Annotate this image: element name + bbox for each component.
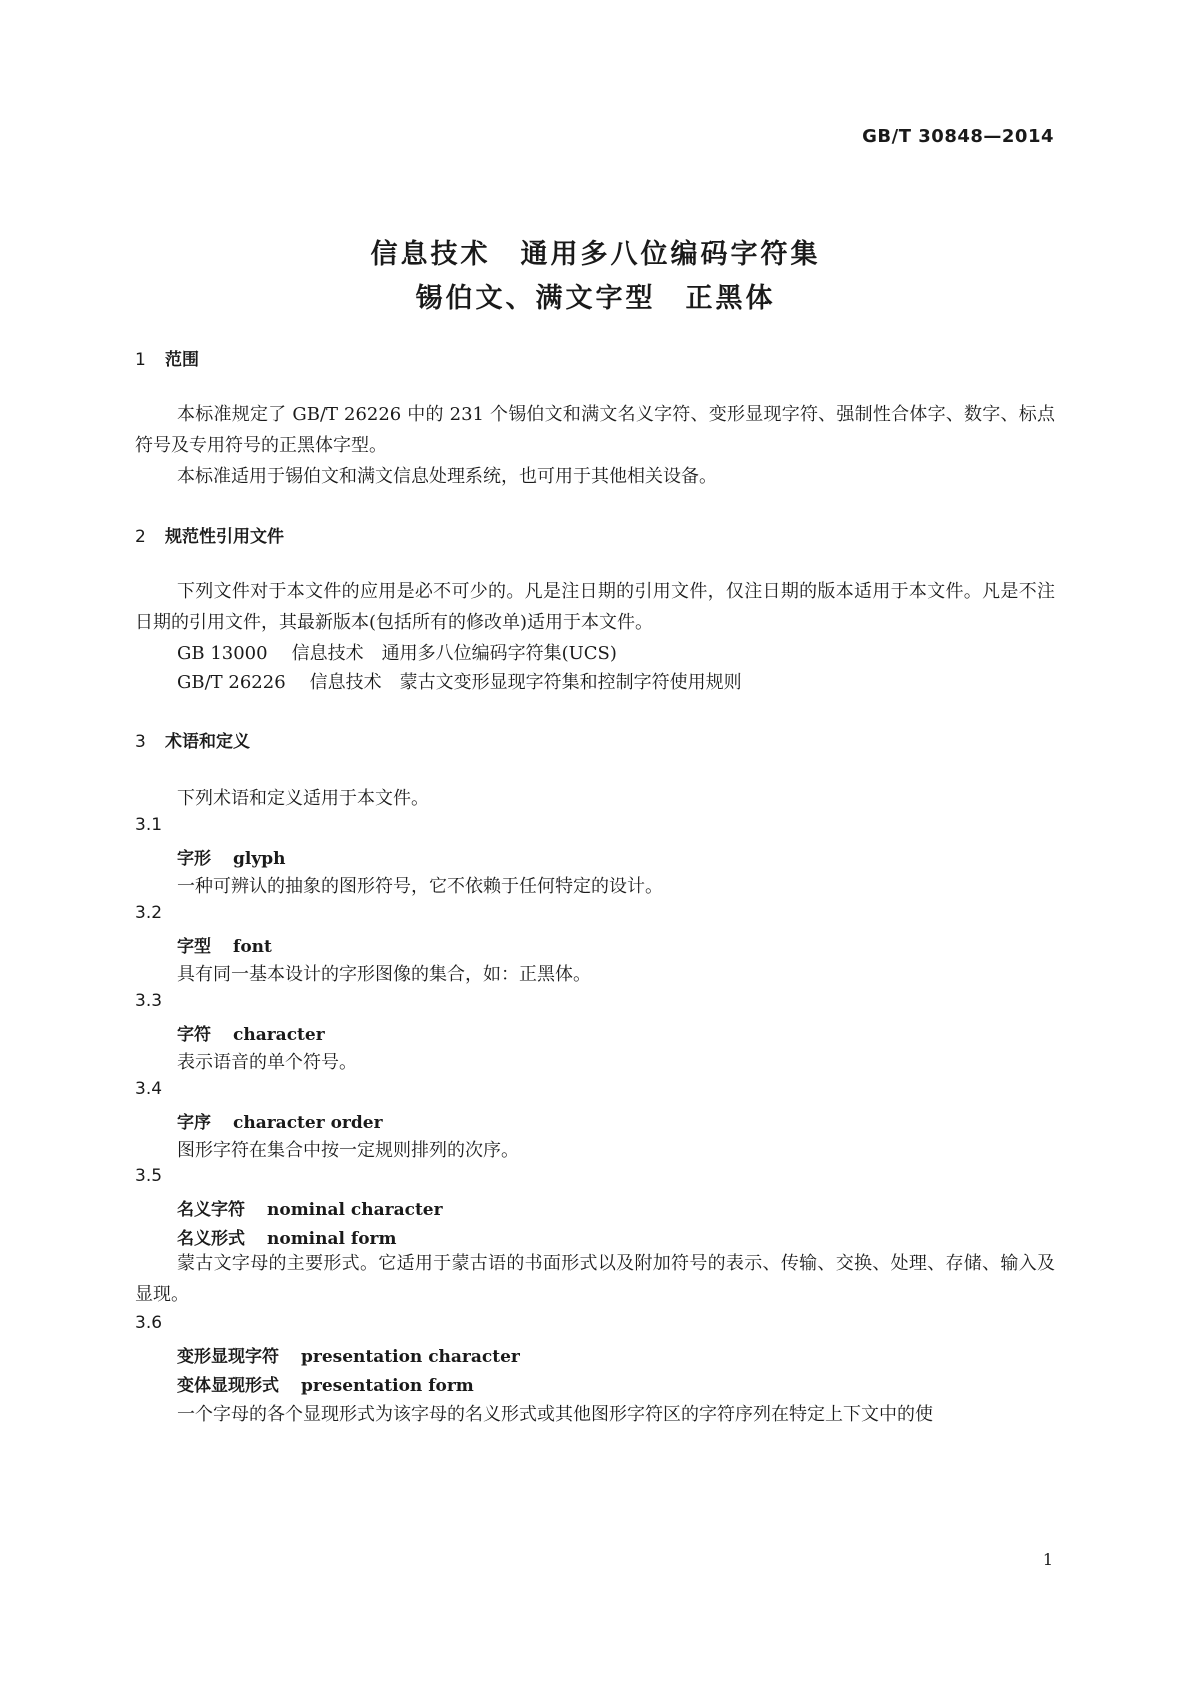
reference-title: 信息技术 蒙古文变形显现字符集和控制字符使用规则 <box>309 672 742 693</box>
term-name <box>177 1342 520 1367</box>
term-number: 3.4 <box>135 1079 163 1099</box>
term-en: font <box>233 937 272 957</box>
term-number: 3.6 <box>135 1313 163 1333</box>
term-name-alt <box>177 1224 397 1249</box>
term-en: character <box>233 1025 325 1045</box>
term-name <box>177 844 285 869</box>
page-number: 1 <box>1042 1550 1053 1569</box>
reference-gbt26226 <box>177 668 742 694</box>
term-definition: 表示语音的单个符号。 <box>177 1052 357 1073</box>
section-title: 范围 <box>165 350 199 370</box>
term-en: nominal form <box>267 1229 397 1249</box>
term-zh: 变体显现形式 <box>177 1376 279 1396</box>
section-1-heading <box>135 345 199 370</box>
document-title-line2: 锡伯文、满文字型 正黑体 <box>415 283 776 314</box>
term-number: 3.5 <box>135 1166 163 1186</box>
section-number: 3 <box>135 732 146 752</box>
term-name <box>177 1195 443 1220</box>
term-zh: 字序 <box>177 1113 211 1133</box>
section-1-paragraph-2: 本标准适用于锡伯文和满文信息处理系统，也可用于其他相关设备。 <box>177 466 717 487</box>
term-zh: 字型 <box>177 937 211 957</box>
term-en: presentation form <box>301 1376 474 1396</box>
section-title: 术语和定义 <box>165 732 250 752</box>
term-definition: 图形字符在集合中按一定规则排列的次序。 <box>177 1140 519 1161</box>
term-definition: 一种可辨认的抽象的图形符号，它不依赖于任何特定的设计。 <box>177 876 663 897</box>
section-3-intro: 下列术语和定义适用于本文件。 <box>177 788 429 809</box>
term-en: presentation character <box>301 1347 520 1367</box>
term-en: character order <box>233 1113 383 1133</box>
term-name <box>177 1108 383 1133</box>
term-number: 3.2 <box>135 903 163 923</box>
term-number: 3.3 <box>135 991 163 1011</box>
term-zh: 字符 <box>177 1025 211 1045</box>
term-definition: 具有同一基本设计的字形图像的集合，如：正黑体。 <box>177 964 591 985</box>
term-name <box>177 1020 325 1045</box>
standard-code: GB/T 30848—2014 <box>862 126 1054 147</box>
section-3-heading <box>135 727 250 752</box>
term-zh: 名义形式 <box>177 1229 245 1249</box>
section-title: 规范性引用文件 <box>165 527 284 547</box>
term-name <box>177 932 272 957</box>
section-number: 1 <box>135 350 146 370</box>
term-name-alt <box>177 1371 474 1396</box>
term-definition: 一个字母的各个显现形式为该字母的名义形式或其他图形字符区的字符序列在特定上下文中的使 <box>177 1404 933 1425</box>
term-en: glyph <box>233 849 286 869</box>
term-en: nominal character <box>267 1200 443 1220</box>
term-zh: 名义字符 <box>177 1200 245 1220</box>
term-zh: 字形 <box>177 849 211 869</box>
reference-code: GB/T 26226 <box>177 672 286 693</box>
term-definition: 蒙古文字母的主要形式。它适用于蒙古语的书面形式以及附加符号的表示、传输、交换、处理、存储、输入及显现。 <box>135 1253 1055 1305</box>
section-1-paragraph-1: 本标准规定了 GB/T 26226 中的 231 个锡伯文和满文名义字符、变形显现字符、强制性合体字、数字、标点符号及专用符号的正黑体字型。 <box>135 404 1055 456</box>
document-title-line1: 信息技术 通用多八位编码字符集 <box>370 239 821 270</box>
section-2-paragraph-1: 下列文件对于本文件的应用是必不可少的。凡是注日期的引用文件，仅注日期的版本适用于本文件。凡是不注日期的引用文件，其最新版本(包括所有的修改单)适用于本文件。 <box>135 581 1055 633</box>
term-zh: 变形显现字符 <box>177 1347 279 1367</box>
section-number: 2 <box>135 527 146 547</box>
reference-title: 信息技术 通用多八位编码字符集(UCS) <box>291 643 617 664</box>
reference-gb13000 <box>177 639 617 665</box>
reference-code: GB 13000 <box>177 643 268 664</box>
section-2-heading <box>135 522 284 547</box>
term-number: 3.1 <box>135 815 163 835</box>
